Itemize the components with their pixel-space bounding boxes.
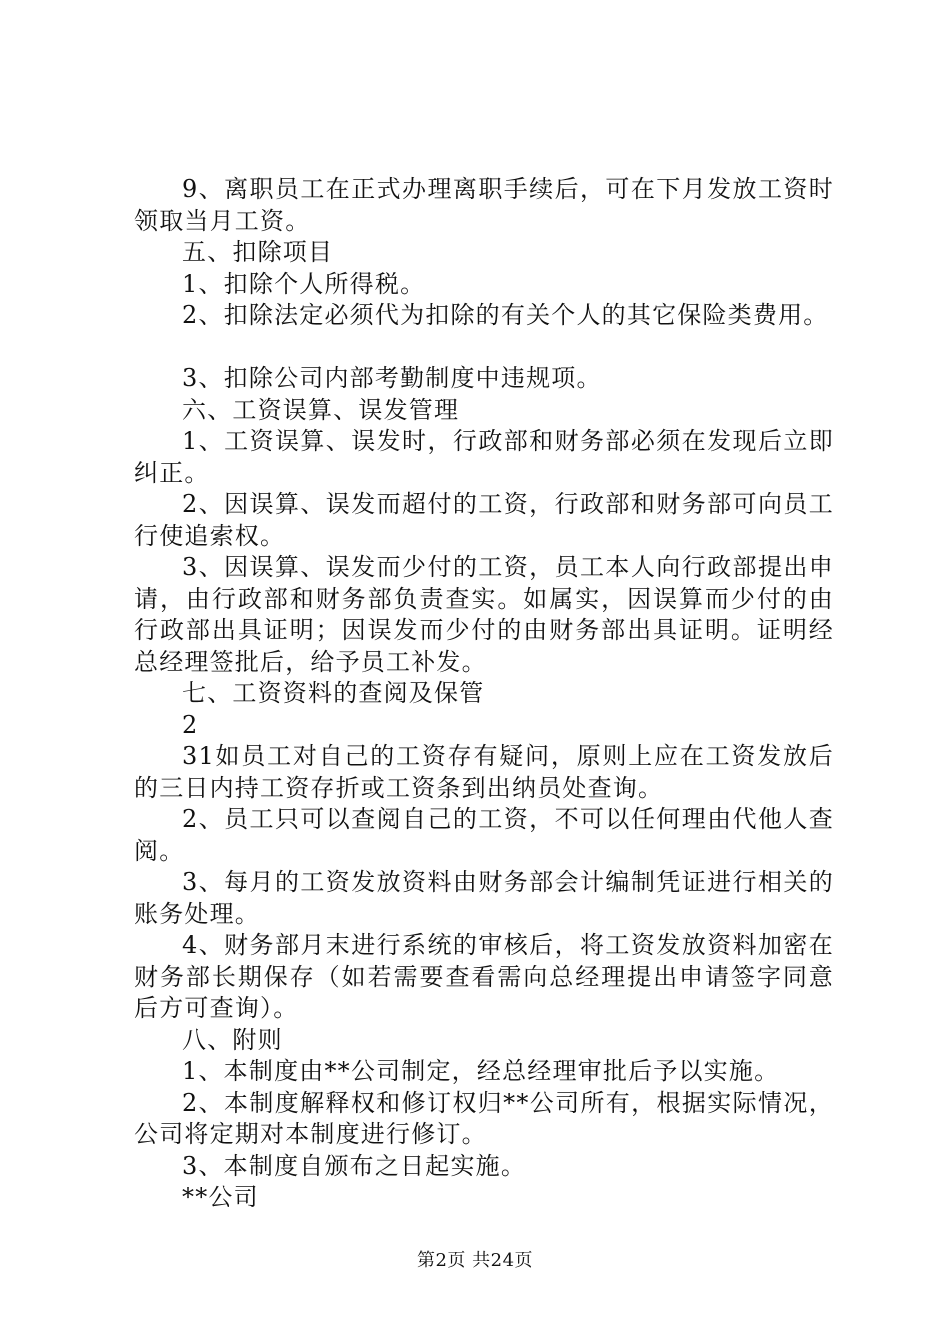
section-heading-appendix: 八、附则 [182, 1025, 283, 1054]
section-heading-deductions: 五、扣除项目 [182, 238, 334, 266]
paragraph-miscalc-1: 1、工资误算、误发时，行政部和财务部必须在发现后立即纠正。 [134, 427, 834, 487]
paragraph-records-2: 2、员工只可以查阅自己的工资，不可以任何理由代他人查阅。 [134, 805, 834, 865]
paragraph-appendix-1: 1、本制度由**公司制定，经总经理审批后予以实施。 [182, 1057, 780, 1085]
section-heading-records: 七、工资资料的查阅及保管 [182, 679, 485, 707]
paragraph-item-9-resignation: 9、离职员工在正式办理离职手续后，可在下月发放工资时领取当月工资。 [134, 175, 834, 235]
paragraph-appendix-2: 2、本制度解释权和修订权归**公司所有，根据实际情况，公司将定期对本制度进行修订。 [134, 1088, 834, 1148]
paragraph-appendix-3: 3、本制度自颁布之日起实施。 [182, 1151, 527, 1180]
paragraph-records-1: 31如员工对自己的工资存有疑问，原则上应在工资发放后的三日内持工资存折或工资条到出纳员处查询。 [134, 742, 834, 802]
paragraph-records-4: 4、财务部月末进行系统的审核后，将工资发放资料加密在财务部长期保存（如若需要查看需向总经理提出申请签字同意后方可查询）。 [134, 931, 834, 1022]
paragraph-deduction-3: 3、扣除公司内部考勤制度中违规项。 [182, 364, 602, 392]
page-number-footer: 第2页 共24页 [416, 1250, 534, 1271]
paragraph-stray-number: 2 [182, 710, 199, 739]
section-heading-miscalculation: 六、工资误算、误发管理 [182, 395, 460, 424]
paragraph-deduction-2: 2、扣除法定必须代为扣除的有关个人的其它保险类费用。 [182, 301, 829, 329]
document-body [134, 174, 834, 1214]
paragraph-miscalc-2: 2、因误算、误发而超付的工资，行政部和财务部可向员工行使追索权。 [134, 490, 834, 550]
paragraph-records-3: 3、每月的工资发放资料由财务部会计编制凭证进行相关的账务处理。 [134, 868, 834, 928]
company-signature: **公司 [182, 1183, 259, 1211]
paragraph-miscalc-3: 3、因误算、误发而少付的工资，员工本人向行政部提出申请，由行政部和财务部负责查实。如属实，因误算而少付的由行政部出具证明；因误发而少付的由财务部出具证明。证明经总经理签批后，给予员工补发。 [134, 553, 834, 676]
paragraph-deduction-1: 1、扣除个人所得税。 [182, 269, 426, 298]
